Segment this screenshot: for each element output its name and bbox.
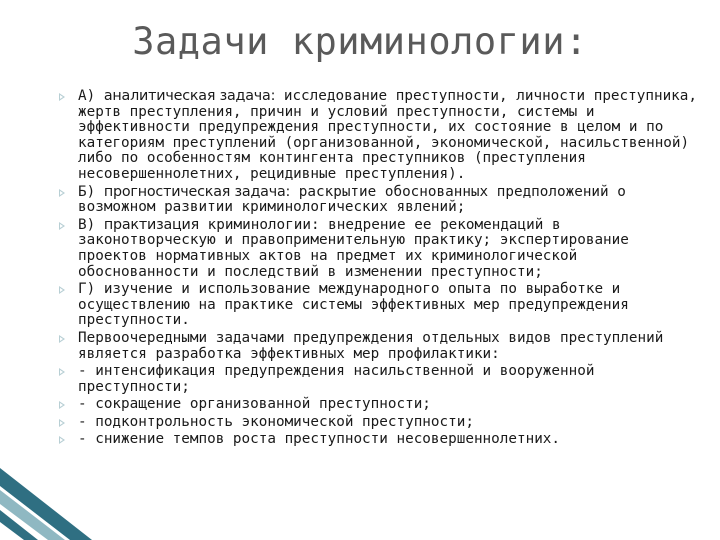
item-prefix: А)	[78, 88, 104, 104]
list-item	[59, 397, 699, 413]
bullet-list	[59, 89, 699, 450]
list-item	[59, 89, 699, 183]
item-prefix: В)	[78, 216, 104, 233]
corner-decoration	[0, 450, 110, 540]
bullet-arrow-icon	[59, 93, 65, 101]
item-text: Г) изучение и использование международного опыта по выработке и осуществлению на практике системы эффективных мер предупреждения преступности.	[78, 281, 629, 329]
item-text: - сокращение организованной преступности;	[78, 396, 431, 413]
item-term: прогностическая задача:	[103, 183, 291, 200]
item-text: криминологии: внедрение ее рекомендаций в законотворческую и правоприменительную практику; экспертирование проектов нормативных актов на предмет их криминологической обоснованности и последствий в изменении преступности;	[78, 216, 629, 280]
item-text: раскрытие обоснованных предположений о возможном развитии криминологических явлений;	[78, 183, 626, 216]
list-item	[59, 185, 699, 216]
item-text: исследование преступности, личности преступника, жертв преступления, причин и условий преступности, системы и эффективности предупреждения преступности, их состояние в целом и по категориям преступлений (организованной, экономической, насильственной) либо по особенностям контингента преступников (преступления несовершеннолетних, рецидивные преступления).	[78, 88, 697, 182]
bullet-arrow-icon	[59, 189, 65, 197]
bullet-arrow-icon	[59, 401, 65, 409]
list-item	[59, 282, 699, 329]
bullet-arrow-icon	[59, 286, 65, 294]
item-prefix: Б)	[78, 183, 104, 200]
bullet-arrow-icon	[59, 222, 65, 230]
bullet-arrow-icon	[59, 436, 65, 444]
item-term: аналитическая задача:	[103, 88, 276, 104]
list-item	[59, 415, 699, 431]
list-item	[59, 364, 699, 395]
item-text: - снижение темпов роста преступности несовершеннолетних.	[78, 431, 561, 448]
item-text: - интенсификация предупреждения насильственной и вооруженной преступности;	[78, 363, 595, 395]
list-item	[59, 432, 699, 448]
bullet-arrow-icon	[59, 335, 65, 343]
list-item	[59, 218, 699, 280]
item-term: практизация	[103, 216, 200, 233]
bullet-arrow-icon	[59, 368, 65, 376]
slide-title: Задачи криминологии:	[132, 20, 588, 63]
item-text: Первоочередными задачами предупреждения отдельных видов преступлений является разработка эффективных мер профилактики:	[78, 329, 664, 362]
bullet-arrow-icon	[59, 419, 65, 427]
item-text: - подконтрольность экономической преступности;	[78, 413, 474, 430]
list-item	[59, 331, 699, 362]
